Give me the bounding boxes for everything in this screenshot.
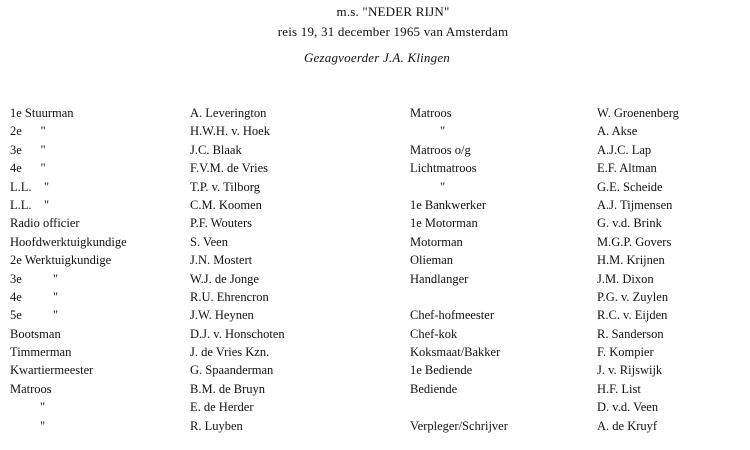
crew-name: J.N. Mostert xyxy=(190,253,253,268)
crew-name: J.C. Blaak xyxy=(190,142,242,157)
crew-name: J.W. Heynen xyxy=(190,308,254,323)
crew-name: R. Luyben xyxy=(190,418,243,433)
crew-name: R.C. v. Eijden xyxy=(597,308,668,323)
crew-rank: " xyxy=(40,418,46,433)
crew-rank: Lichtmatroos xyxy=(410,161,477,176)
crew-rank: Bootsman xyxy=(10,326,61,341)
crew-name: J. v. Rijswijk xyxy=(597,363,663,378)
crew-name: S. Veen xyxy=(190,234,228,249)
crew-name: H.W.H. v. Hoek xyxy=(190,124,270,139)
crew-name: E.F. Altman xyxy=(597,161,657,176)
crew-name: W. Groenenberg xyxy=(597,106,679,120)
crew-name: B.M. de Bruyn xyxy=(190,381,265,396)
crew-name: F. Kompier xyxy=(597,345,654,360)
crew-rank: 1e Bediende xyxy=(410,363,473,378)
crew-name: A. de Kruyf xyxy=(597,418,658,433)
crew-name: J.M. Dixon xyxy=(597,271,654,286)
crew-name: M.G.P. Govers xyxy=(597,234,672,249)
ship-name-line: m.s. "NEDER RIJN" xyxy=(336,4,450,19)
crew-name: G.E. Scheide xyxy=(597,179,663,194)
captain-line: Gezagvoerder J.A. Klingen xyxy=(303,50,451,65)
crew-name: G. v.d. Brink xyxy=(597,216,662,231)
crew-rank: L.L. " xyxy=(10,197,50,212)
crew-rank: " xyxy=(440,179,446,194)
crew-rank: Matroos o/g xyxy=(410,142,471,157)
crew-rank: Motorman xyxy=(410,234,463,249)
crew-rank: 3e " xyxy=(10,142,46,157)
crew-rank: Radio officier xyxy=(10,216,80,231)
crew-name: E. de Herder xyxy=(190,400,254,415)
crew-rank: 5e " xyxy=(10,308,59,323)
crew-rank: " xyxy=(440,124,446,139)
crew-rank: Chef-kok xyxy=(410,326,458,341)
crew-name: W.J. de Jonge xyxy=(190,271,259,286)
crew-name: J. de Vries Kzn. xyxy=(190,345,270,360)
crew-name: F.V.M. de Vries xyxy=(190,161,269,176)
crew-name: T.P. v. Tilborg xyxy=(190,179,260,194)
crew-rank: Verpleger/Schrijver xyxy=(410,418,508,433)
crew-rank: Kwartiermeester xyxy=(10,363,94,378)
crew-rank: 1e Stuurman xyxy=(10,106,74,120)
crew-rank: " xyxy=(40,400,46,415)
crew-rank: Matroos xyxy=(410,106,452,120)
left-rank-column xyxy=(10,104,180,435)
crew-rank: Matroos xyxy=(10,381,52,396)
crew-rank: Hoofdwerktuigkundige xyxy=(10,234,127,249)
voyage-line: reis 19, 31 december 1965 van Amsterdam xyxy=(277,24,509,39)
crew-name: D.J. v. Honschoten xyxy=(190,326,285,341)
crew-name: A.J. Tijmensen xyxy=(597,197,673,212)
right-rank-column xyxy=(410,104,590,435)
crew-rank: 2e " xyxy=(10,124,46,139)
crew-rank: Olieman xyxy=(410,253,454,268)
crew-rank xyxy=(410,398,590,416)
crew-rank: 2e Werktuigkundige xyxy=(10,253,112,268)
crew-rank: 4e " xyxy=(10,161,46,176)
right-name-column xyxy=(597,104,747,435)
crew-name: H.F. List xyxy=(597,381,641,396)
crew-name: G. Spaanderman xyxy=(190,363,274,378)
left-name-column xyxy=(190,104,410,435)
crew-rank: 4e " xyxy=(10,289,59,304)
crew-name: R. Sanderson xyxy=(597,326,664,341)
crew-name: A. Leverington xyxy=(190,106,267,120)
crew-rank: 1e Bankwerker xyxy=(410,197,487,212)
crew-name: P.G. v. Zuylen xyxy=(597,289,669,304)
crew-name: P.F. Wouters xyxy=(190,216,253,231)
crew-name: C.M. Koomen xyxy=(190,197,262,212)
crew-rank: Bediende xyxy=(410,381,458,396)
crew-name: A. Akse xyxy=(597,124,638,139)
crew-rank: 3e " xyxy=(10,271,59,286)
crew-name: D. v.d. Veen xyxy=(597,400,659,415)
crew-rank: L.L. " xyxy=(10,179,50,194)
crew-rank: Handlanger xyxy=(410,271,469,286)
crew-name: A.J.C. Lap xyxy=(597,142,652,157)
crew-name: R.U. Ehrencron xyxy=(190,289,269,304)
crew-rank: 1e Motorman xyxy=(410,216,478,231)
crew-rank xyxy=(410,288,590,306)
crew-rank: Timmerman xyxy=(10,345,72,360)
crew-rank: Chef-hofmeester xyxy=(410,308,494,323)
crew-name: H.M. Krijnen xyxy=(597,253,665,268)
crew-rank: Koksmaat/Bakker xyxy=(410,345,501,360)
